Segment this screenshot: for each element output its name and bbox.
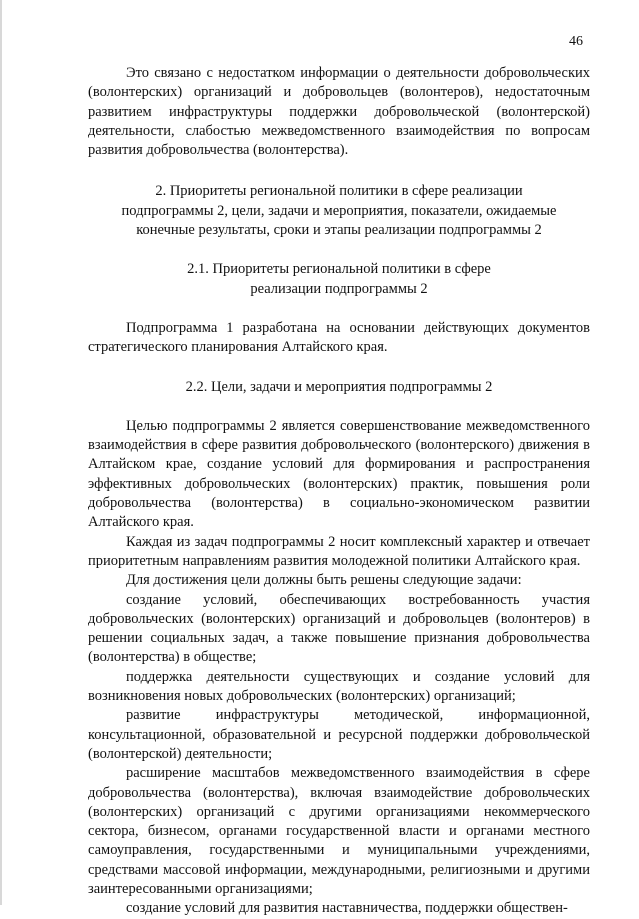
- paragraph-tasks-intro: Для достижения цели должны быть решены следующие задачи:: [126, 572, 522, 589]
- section-heading-2: 2. Приоритеты региональной политики в сфере реализации подпрограммы 2, цели, задачи и мероприятия, показатели, ожидаемые конечные результаты, сроки и этапы реализации подпрограммы 2: [121, 183, 557, 239]
- list-item-task-2: поддержка деятельности существующих и создание условий для возникновения новых добровольческих (волонтерских) организаций;: [88, 668, 590, 705]
- paragraph-intro: Это связано с недостатком информации о деятельности добровольческих (волонтерских) организаций и добровольцев (волонтеров), недостаточным развитием инфраструктуры поддержки добровольческой (волонтерской) деятельности, слабостью межведомственного взаимодействия по вопросам развития добровольчества (волонтерства).: [88, 65, 590, 159]
- list-item-task-3: развитие инфраструктуры методической, информационной, консультационной, образовательной и ресурсной поддержки добровольческой (волонтерской) деятельности;: [88, 707, 590, 762]
- section-heading-2-2: 2.2. Цели, задачи и мероприятия подпрограммы 2: [185, 378, 493, 395]
- page-number: 46: [569, 34, 583, 49]
- list-item-task-5: создание условий для развития наставничества, поддержки обществен-: [126, 900, 568, 917]
- section-heading-2-1: 2.1. Приоритеты региональной политики в сфере реализации подпрограммы 2: [187, 261, 491, 297]
- list-item-task-4: расширение масштабов межведомственного взаимодействия в сфере добровольчества (волонтерства), включая взаимодействие добровольческих (волонтерских) организаций с другими организациями некоммерческого сектора, бизнесом, органами государственной власти и органами местного самоуправления, государственными и муниципальными учреждениями, средствами массовой информации, международными, религиозными и другими заинтересованными организациями;: [88, 765, 590, 897]
- paragraph-basis: Подпрограмма 1 разработана на основании действующих документов стратегического планирования Алтайского края.: [88, 319, 590, 356]
- list-item-task-1: создание условий, обеспечивающих востребованность участия добровольческих (волонтерских) организаций и добровольцев (волонтеров) в решении социальных задач, а также повышение признания добровольчества (волонтерства) в обществе;: [88, 591, 590, 666]
- paragraph-tasks-character: Каждая из задач подпрограммы 2 носит комплексный характер и отвечает приоритетным направлениям развития молодежной политики Алтайского края.: [88, 533, 590, 569]
- scan-edge: [0, 0, 2, 905]
- paragraph-goal: Целью подпрограммы 2 является совершенствование межведомственного взаимодействия в сфере развития добровольческого (волонтерского) движения в Алтайском крае, создание условий для формирования и распространения эффективных добровольческих (волонтерских) практик, повышения роли добровольчества (волонтерства) в социально-экономическом развитии Алтайского края.: [88, 417, 590, 531]
- document-body: [88, 64, 590, 919]
